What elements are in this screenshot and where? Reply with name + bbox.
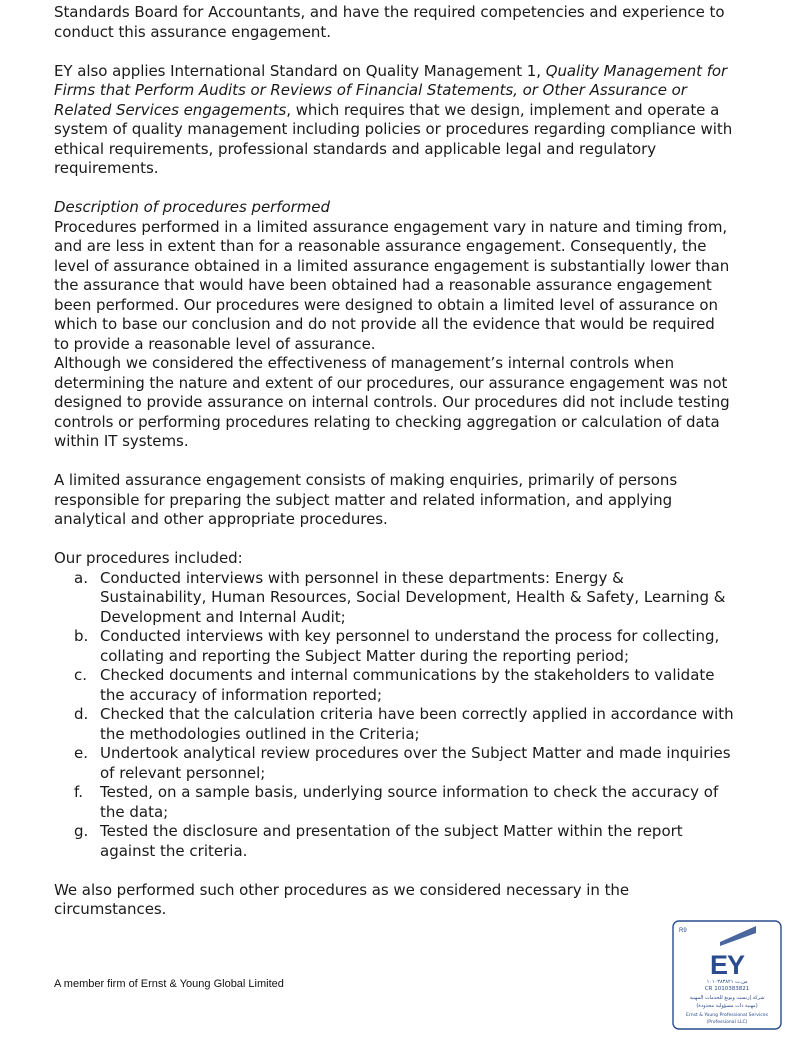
stamp-arabic-line1: شركة إرنست ويونغ للخدمات المهنية xyxy=(689,995,765,1001)
paragraph-internal-controls: Although we considered the effectiveness of management’s internal controls when determining the nature and extent of our procedures, our assurance engagement was not designed to provide assurance on internal controls. Our procedures did not include testing controls or performing procedures relating to checking aggregation or calculation of data within IT systems. xyxy=(54,354,730,450)
stamp-logo: EY xyxy=(709,950,745,980)
stamp-code: R9 xyxy=(679,928,687,934)
company-stamp-icon xyxy=(672,920,782,1030)
list-item: g. Tested the disclosure and presentation of the subject Matter within the report against the criteria. xyxy=(74,822,683,860)
stamp-en-line1: Ernst & Young Professional Services xyxy=(686,1013,768,1018)
list-item: b. Conducted interviews with key personnel to understand the process for collecting, collating and reporting the Subject Matter during the reporting period; xyxy=(74,627,720,665)
paragraph-other-procedures: We also performed such other procedures as we considered necessary in the circumstances. xyxy=(54,880,630,918)
list-item: d. Checked that the calculation criteria have been correctly applied in accordance with the methodologies outlined in the Criteria; xyxy=(74,705,734,743)
procedures-intro: Our procedures included: xyxy=(54,549,243,567)
iqsm1-standard-title: Quality Management for Firms that Perform Audits or Reviews of Financial Statements, or Other Assurance or Related Services engagements xyxy=(54,61,728,119)
section-heading: Description of procedures performed xyxy=(54,198,330,216)
paragraph-enquiries: A limited assurance engagement consists of making enquiries, primarily of persons responsible for preparing the subject matter and related information, and applying analytical and other appropriate procedures. xyxy=(54,471,678,528)
iqsm1-text-b: , which requires that we design, implement and operate a system of quality management including policies or procedures regarding compliance with ethical requirements, professional standards and applicable legal and regulatory requirements. xyxy=(54,100,733,177)
paragraph-standards-board: Standards Board for Accountants, and have the required competencies and experience to conduct this assurance engagement. xyxy=(54,3,725,41)
footer-member-firm: A member firm of Ernst & Young Global Limited xyxy=(54,978,284,990)
stamp-cr: CR 1010383821 xyxy=(704,986,750,992)
iqsm1-text-a: EY also applies International Standard on Quality Management 1, xyxy=(54,61,546,80)
paragraph-limited-assurance: Procedures performed in a limited assurance engagement vary in nature and timing from, and are less in extent than for a reasonable assurance engagement. Consequently, the level of assurance obtained in a limited assurance engagement is substantially lower than the assurance that would have been obtained had a reasonable assurance engagement been performed. Our procedures were designed to obtain a limited level of assurance on which to base our conclusion and do not provide all the evidence that would be required to provide a reasonable level of assurance. xyxy=(54,217,730,353)
list-item: c. Checked documents and internal communications by the stakeholders to validate the accuracy of information reported; xyxy=(74,666,715,704)
list-item: f. Tested, on a sample basis, underlying source information to check the accuracy of the data; xyxy=(74,783,719,821)
document-body xyxy=(54,3,734,920)
stamp-arabic-line2: (مهنية ذات مسؤولية محدودة) xyxy=(696,1003,758,1009)
list-item: a. Conducted interviews with personnel in these departments: Energy & Sustainability, Human Resources, Social Development, Health & Safety, Learning & Development and Internal Audit; xyxy=(74,568,726,626)
stamp-cr-arabic: س.ت ١٠١٠٣٨٣٨٢١ xyxy=(706,979,748,985)
stamp-en-line2: (Professional LLC) xyxy=(706,1020,748,1025)
list-item: e. Undertook analytical review procedures over the Subject Matter and made inquiries of relevant personnel; xyxy=(74,744,731,782)
paragraph-iqsm1 xyxy=(54,62,734,179)
procedures-list xyxy=(54,569,734,862)
